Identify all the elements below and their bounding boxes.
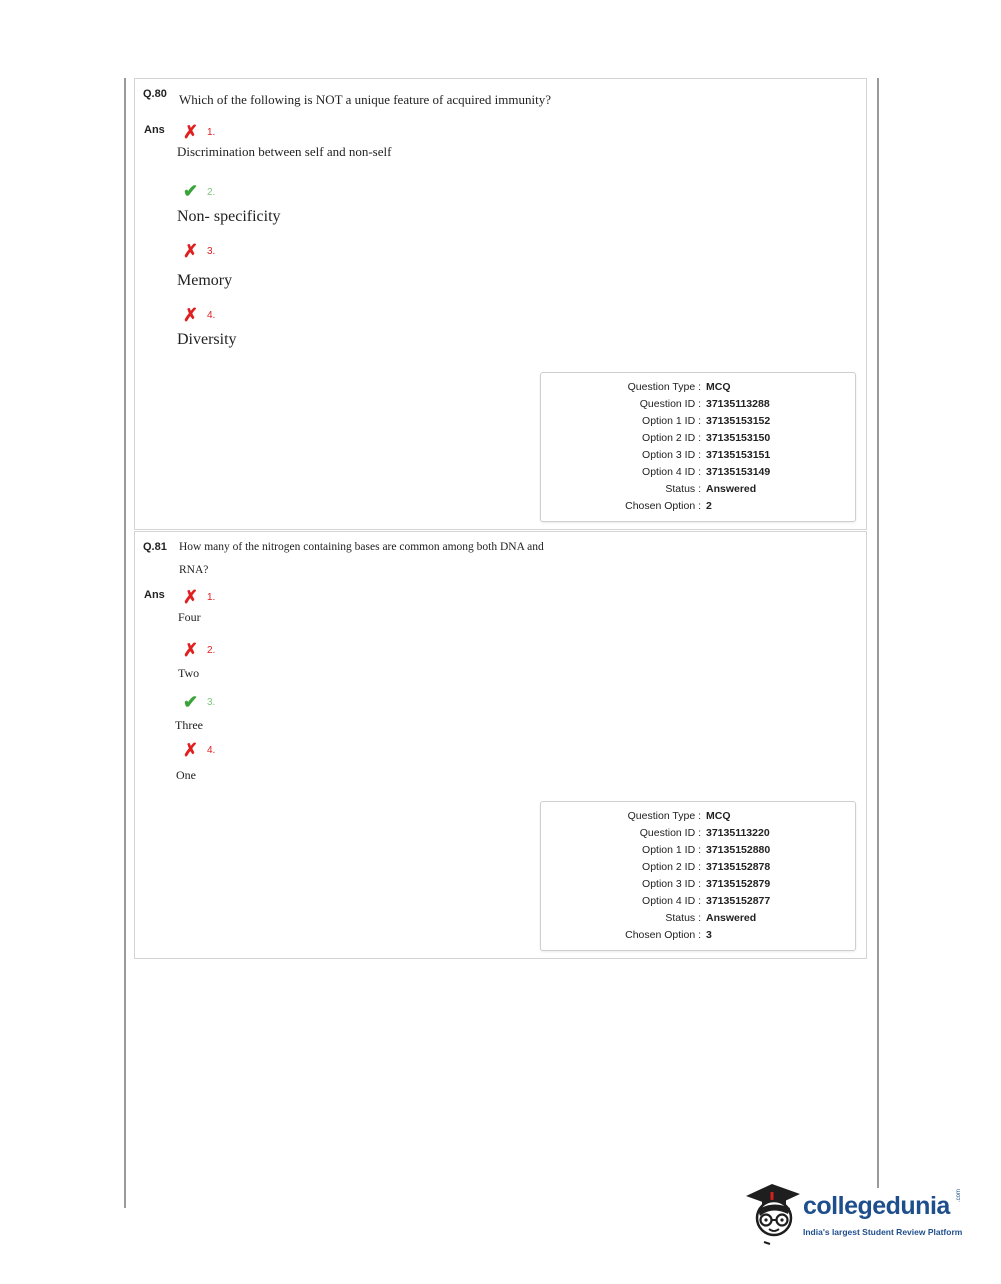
question-card-q81 bbox=[134, 531, 867, 959]
cross-icon: ✗ bbox=[183, 122, 199, 142]
collegedunia-logo bbox=[742, 1178, 972, 1248]
answer-label: Ans bbox=[144, 124, 165, 136]
option-number: 1. bbox=[207, 592, 216, 603]
cross-icon: ✗ bbox=[183, 305, 199, 325]
logo-domain-suffix: .com bbox=[956, 1188, 962, 1202]
option-text: Discrimination between self and non-self bbox=[177, 144, 392, 159]
option-number: 1. bbox=[207, 127, 216, 138]
question-card-q80 bbox=[134, 78, 867, 530]
question-text-line-2: RNA? bbox=[179, 564, 209, 576]
option-text: Three bbox=[175, 718, 203, 732]
question-text-line-1: How many of the nitrogen containing bases are common among both DNA and bbox=[179, 541, 544, 553]
option-number: 3. bbox=[207, 697, 216, 708]
cross-icon: ✗ bbox=[183, 587, 199, 607]
left-page-rule bbox=[124, 78, 126, 1208]
check-icon: ✔ bbox=[183, 181, 199, 201]
option-text: Four bbox=[178, 610, 201, 624]
check-icon: ✔ bbox=[183, 692, 199, 712]
option-number: 3. bbox=[207, 246, 216, 257]
logo-wordmark: collegedunia bbox=[803, 1192, 950, 1220]
option-number: 4. bbox=[207, 310, 216, 321]
option-text: Memory bbox=[177, 272, 233, 289]
cross-icon: ✗ bbox=[183, 740, 199, 760]
option-number: 2. bbox=[207, 645, 216, 656]
option-text: Non- specificity bbox=[177, 208, 281, 225]
mascot-icon bbox=[742, 1178, 804, 1248]
option-text: One bbox=[176, 768, 196, 782]
question-number: Q.80 bbox=[143, 88, 167, 100]
question-number: Q.81 bbox=[143, 541, 167, 553]
cross-icon: ✗ bbox=[183, 640, 199, 660]
question-text: Which of the following is NOT a unique feature of acquired immunity? bbox=[179, 92, 551, 107]
option-number: 2. bbox=[207, 187, 216, 198]
right-page-rule bbox=[877, 78, 879, 1188]
option-text: Two bbox=[178, 666, 200, 680]
answer-label: Ans bbox=[144, 589, 165, 601]
cross-icon: ✗ bbox=[183, 241, 199, 261]
question-meta-panel: Question Type : MCQ Question ID : 37135113288 Option 1 ID : 37135153152 Option 2 ID : 37135153150 Option 3 ID : 37135153151 Option 4 ID : 37135153149 Status : Answered Chosen Option : 2 bbox=[540, 372, 856, 522]
logo-tagline: India's largest Student Review Platform bbox=[803, 1227, 963, 1237]
option-text: Diversity bbox=[177, 331, 237, 348]
option-number: 4. bbox=[207, 745, 216, 756]
question-meta-panel: Question Type : MCQ Question ID : 37135113220 Option 1 ID : 37135152880 Option 2 ID : 37135152878 Option 3 ID : 37135152879 Option 4 ID : 37135152877 Status : Answered Chosen Option : 3 bbox=[540, 801, 856, 951]
